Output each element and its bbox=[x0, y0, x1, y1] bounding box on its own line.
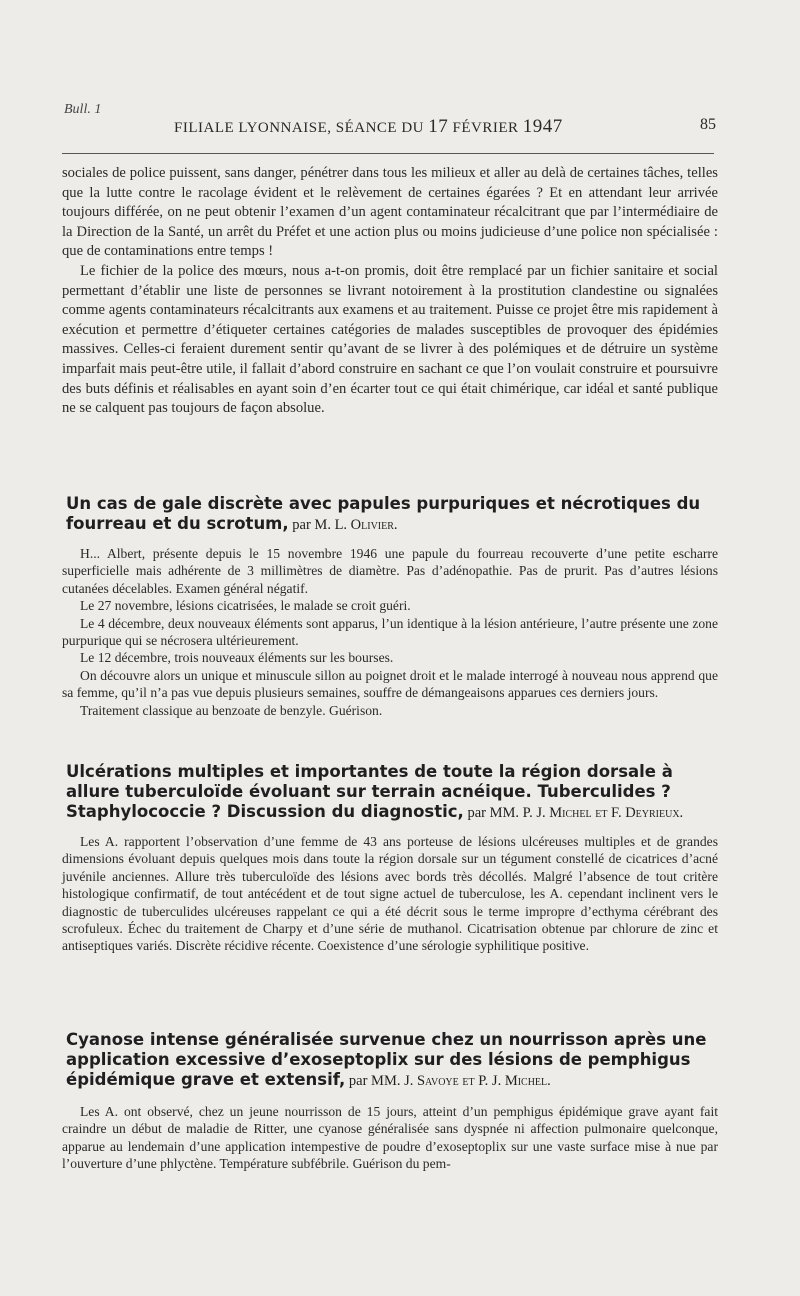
section-paragraph: Le 4 décembre, deux nouveaux éléments sont apparus, l’un identique à la lésion antérieure, l’autre présente une zone purpurique qui se nécrosera ultérieurement. bbox=[62, 615, 718, 649]
session-month: FÉVRIER bbox=[448, 120, 523, 136]
section-paragraph: Traitement classique au benzoate de benzyle. Guérison. bbox=[80, 702, 383, 718]
section-cyanosis bbox=[62, 1030, 718, 1173]
section-paragraph: H... Albert, présente depuis le 15 novembre 1946 une papule du fourreau recouverte d’une petite escharre superficielle mais adhérente de 3 millimètres de diamètre. Pas d’adénopathie. Pas de prurit. Pas d’autres lésions cutanées décelables. Examen général négatif. bbox=[62, 546, 718, 596]
section-authors: Savoye et P. J. Michel. bbox=[416, 1073, 551, 1089]
session-day: 17 bbox=[428, 116, 449, 137]
section-paragraph: Les A. ont observé, chez un jeune nourrisson de 15 jours, atteint d’un pemphigus épidémique grave ayant fait craindre un début de maladie de Ritter, une cyanose généralisée sans dyspnée ni affection pulmonaire quelconque, apparue au lendemain d’une application intempestive de poudre d’exoseptoplix sur une vaste surface mise à nue par l’ouverture d’une phlyctène. Température subfébrile. Guérison du pem- bbox=[62, 1104, 718, 1172]
running-title bbox=[174, 116, 563, 138]
section-paragraph: On découvre alors un unique et minuscule sillon au poignet droit et le malade interrogé à nouveau nous apprend que sa femme, qu’il n’a pas vue depuis plusieurs semaines, souffre de démangeaisons apparues ces derniers jours. bbox=[62, 667, 718, 701]
section-authors: Michel et F. Deyrieux. bbox=[549, 805, 684, 821]
page-number: 85 bbox=[700, 116, 716, 133]
section-title: Un cas de gale discrète avec papules purpuriques et nécrotiques du fourreau et du scrotum, par M. L. Olivier. bbox=[66, 494, 701, 533]
running-header bbox=[62, 116, 718, 146]
section-title: Cyanose intense généralisée survenue chez un nourrisson après une application excessive d’exoseptoplix sur des lésions de pemphigus épidémique grave et extensif, par MM. J. Savoye et P. J. Michel. bbox=[66, 1030, 707, 1089]
intro-paragraph: sociales de police puissent, sans danger, pénétrer dans tous les milieux et aller au delà de certaines tâches, telles que la lutte contre le racolage évident et le relèvement de certaines égarées ? Et en attendant leur arrivée toujours différée, on ne peut obtenir l’examen d’un agent contaminateur récalcitrant que par l’intermédiaire de la Direction de la Santé, un arrêt du Préfet et une action plus ou moins judicieuse d’une police non spécialisée : que de contaminations entre temps ! bbox=[62, 165, 718, 260]
intro-text bbox=[62, 164, 718, 419]
section-ulcerations bbox=[62, 762, 718, 955]
section-paragraph: Les A. rapportent l’observation d’une femme de 43 ans porteuse de lésions ulcéreuses multiples et de grandes dimensions évoluant depuis quelques mois dans toute la région dorsale sur un tégument constellé de cicatrices d’acné juvénile anciennes. Allure très tuberculoïde des lésions avec bords très décollés. Malgré l’absence de tout critère histologique confirmatif, de tout antécédent et de tout signe actuel de tuberculose, les A. cependant inclinent vers le diagnostic de tuberculides ulcéreuses rappelant ce qui a été décrit sous le terme impropre d’ecthyma cérébrant des scrofuleux. Échec du traitement de Charpy et d’une série de muthanol. Cicatrisation obtenue par chlorure de zinc et antiseptiques variés. Discrète récidive récente. Coexistence d’une sérologie syphilitique positive. bbox=[62, 834, 718, 954]
margin-note: Bull. 1 bbox=[64, 102, 102, 117]
section-title: Ulcérations multiples et importantes de toute la région dorsale à allure tuberculoïde évoluant sur terrain acnéique. Tuberculides ? Staphylococcie ? Discussion du diagnostic, par MM. P. J. Michel et F. Deyrieux. bbox=[66, 762, 684, 821]
section-paragraph: Le 27 novembre, lésions cicatrisées, le malade se croit guéri. bbox=[80, 598, 411, 614]
header-rule bbox=[62, 153, 714, 154]
session-year: 1947 bbox=[522, 116, 563, 137]
intro-paragraph: Le fichier de la police des mœurs, nous a-t-on promis, doit être remplacé par un fichier sanitaire et social permettant d’établir une liste de personnes se livrant notoirement à la prostitution clandestine ou signalées comme agents contaminateurs récalcitrants aux examens et au traitement. Puisse ce projet être mis rapidement à exécution et permettre d’étiqueter certaines catégories de malades susceptibles de provoquer des épidémies massives. Celles-ci feraient durement sentir qu’avant de se livrer à des polémiques et de détruire un système imparfait mais peut-être utile, il fallait d’abord construire en sachant ce que l’on voulait construire et poursuivre des buts définis et réalisables en ayant soin d’en écarter tout ce qui était chimérique, car idéal et santé publique ne se calquent pas toujours de façon absolue. bbox=[62, 262, 718, 417]
section-scabies bbox=[62, 494, 718, 719]
running-title-pre: FILIALE LYONNAISE, SÉANCE DU bbox=[174, 120, 429, 136]
section-paragraph: Le 12 décembre, trois nouveaux éléments sur les bourses. bbox=[80, 650, 394, 666]
section-authors: Olivier. bbox=[350, 517, 398, 533]
